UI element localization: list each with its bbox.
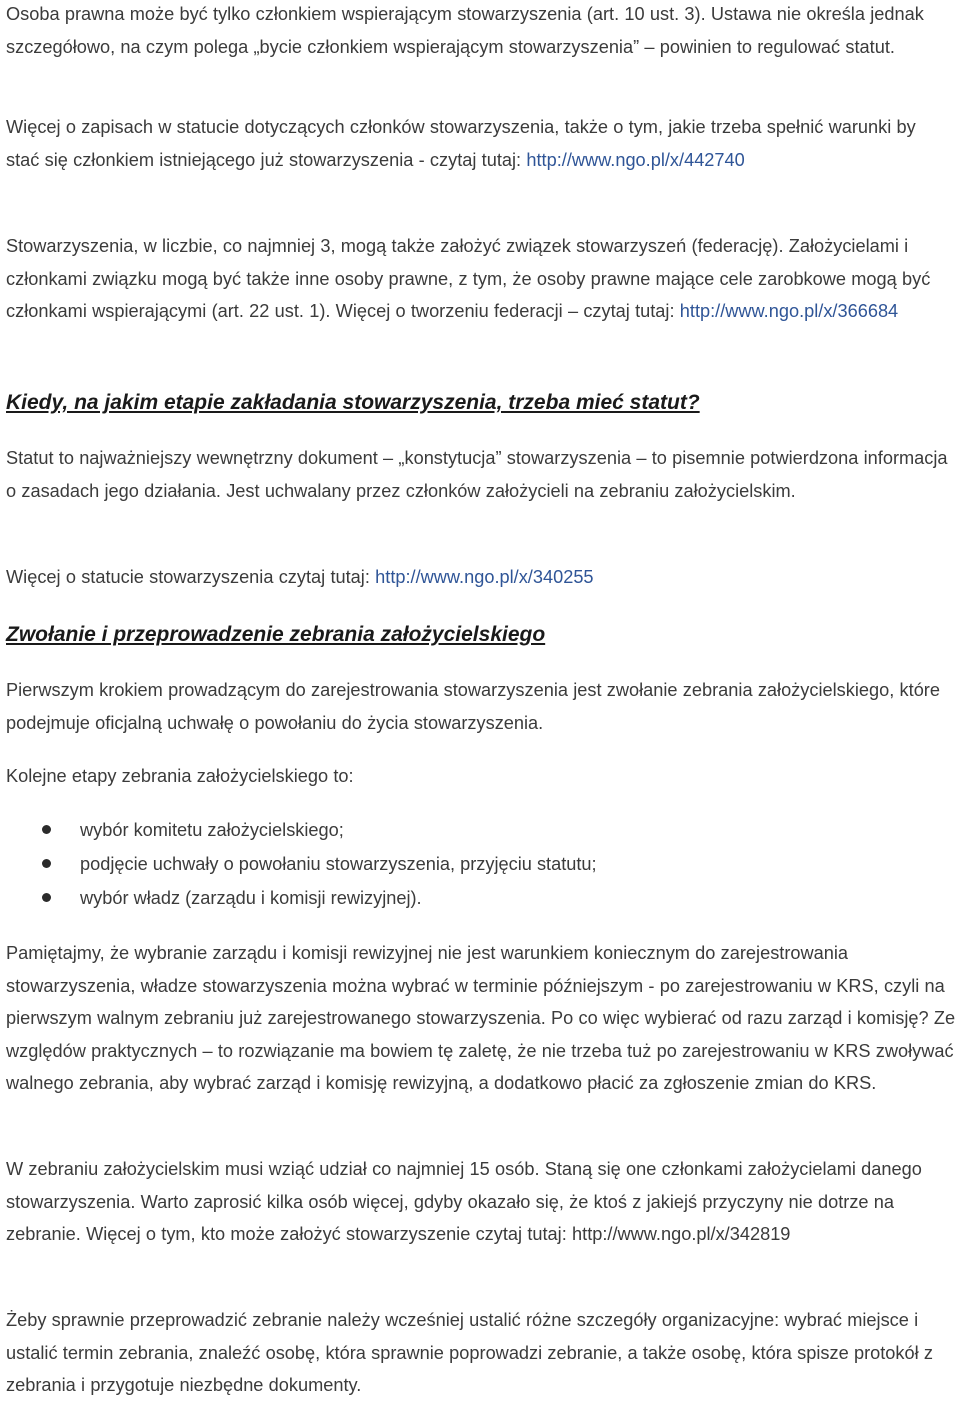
paragraph-statute-definition: Statut to najważniejszy wewnętrzny dokument – „konstytucja” stowarzyszenia – to pisemnie potwierdzona informacja o zasadach jego działania. Jest uchwalany przez członków założycieli na zebraniu założycielskim. xyxy=(6,448,948,501)
list-item xyxy=(6,881,958,915)
list-item-text: podjęcie uchwały o powołaniu stowarzyszenia, przyjęciu statutu; xyxy=(80,854,597,874)
bullet-icon xyxy=(42,825,51,834)
url-342819: http://www.ngo.pl/x/342819 xyxy=(572,1224,791,1244)
paragraph-statute-members-text: Więcej o zapisach w statucie dotyczących członków stowarzyszenia, także o tym, jakie trzeba spełnić warunki by stać się członkiem istniejącego już stowarzyszenia - czytaj tutaj: xyxy=(6,117,916,170)
paragraph-organization: Żeby sprawnie przeprowadzić zebranie należy wcześniej ustalić różne szczegóły organizacyjne: wybrać miejsce i ustalić termin zebrania, znaleźć osobę, która sprawnie poprowadzi zebranie, a także osobę, która spisze protokół z zebrania i przygotuje niezbędne dokumenty. xyxy=(6,1310,934,1395)
paragraph-statute-more-text: Więcej o statucie stowarzyszenia czytaj tutaj: xyxy=(6,567,370,587)
bullet-icon xyxy=(42,859,51,868)
list-item xyxy=(6,847,958,881)
paragraph-statute-more xyxy=(6,561,958,594)
list-item-text: wybór komitetu założycielskiego; xyxy=(80,820,344,840)
list-item xyxy=(6,813,958,847)
link-366684[interactable]: http://www.ngo.pl/x/366684 xyxy=(679,301,899,321)
paragraph-federation-text: Stowarzyszenia, w liczbie, co najmniej 3, mogą także założyć związek stowarzyszeń (federację). Założycielami i członkami związku mogą być także inne osoby prawne, z tym, że osoby prawne mające cele zarobkowe mogą być członkami wspierającymi (art. 22 ust. 1). Więcej o tworzeniu federacji – czytaj tutaj: xyxy=(6,236,931,321)
stages-list xyxy=(6,813,958,915)
paragraph-fifteen-people-text: W zebraniu założycielskim musi wziąć udział co najmniej 15 osób. Staną się one członkami założycielami danego stowarzyszenia. Warto zaprosić kilka osób więcej, gdyby okazało się, że ktoś z jakiejś przyczyny nie dotrze na zebranie. Więcej o tym, kto może założyć stowarzyszenie czytaj tutaj: xyxy=(6,1159,922,1244)
bullet-icon xyxy=(42,893,51,902)
list-item-text: wybór władz (zarządu i komisji rewizyjnej). xyxy=(80,888,422,908)
link-442740[interactable]: http://www.ngo.pl/x/442740 xyxy=(526,149,745,170)
link-340255[interactable]: http://www.ngo.pl/x/340255 xyxy=(375,567,594,587)
paragraph-remember: Pamiętajmy, że wybranie zarządu i komisji rewizyjnej nie jest warunkiem koniecznym do zarejestrowania stowarzyszenia, władze stowarzyszenia można wybrać w terminie późniejszym - po zarejestrowaniu w KRS, czyli na pierwszym walnym zebraniu już zarejestrowanego stowarzyszenia. Po co więc wybierać od razu zarząd i komisję? Ze względów praktycznych – to rozwiązanie ma bowiem tę zaletę, że nie trzeba tuż po zarejestrowaniu w KRS zwoływać walnego zebrania, aby wybrać zarząd i komisję rewizyjną, a dodatkowo płacić za zgłoszenie zmian do KRS. xyxy=(6,943,956,1093)
paragraph-statute-members xyxy=(6,111,954,176)
paragraph-federation xyxy=(6,230,946,328)
paragraph-first-step: Pierwszym krokiem prowadzącym do zarejestrowania stowarzyszenia jest zwołanie zebrania założycielskiego, które podejmuje oficjalną uchwałę o powołaniu do życia stowarzyszenia. xyxy=(6,680,940,733)
paragraph-fifteen-people xyxy=(6,1153,951,1251)
paragraph-legal-person: Osoba prawna może być tylko członkiem wspierającym stowarzyszenia (art. 10 ust. 3). Ustawa nie określa jednak szczegółowo, na czym polega „bycie członkiem wspierającym stowarzyszenia” – powinien to regulować statut. xyxy=(6,4,924,57)
paragraph-stages-intro: Kolejne etapy zebrania założycielskiego to: xyxy=(6,766,354,786)
heading-founding-meeting: Zwołanie i przeprowadzenie zebrania założycielskiego xyxy=(6,623,546,646)
heading-when-statute: Kiedy, na jakim etapie zakładania stowarzyszenia, trzeba mieć statut? xyxy=(6,391,700,414)
